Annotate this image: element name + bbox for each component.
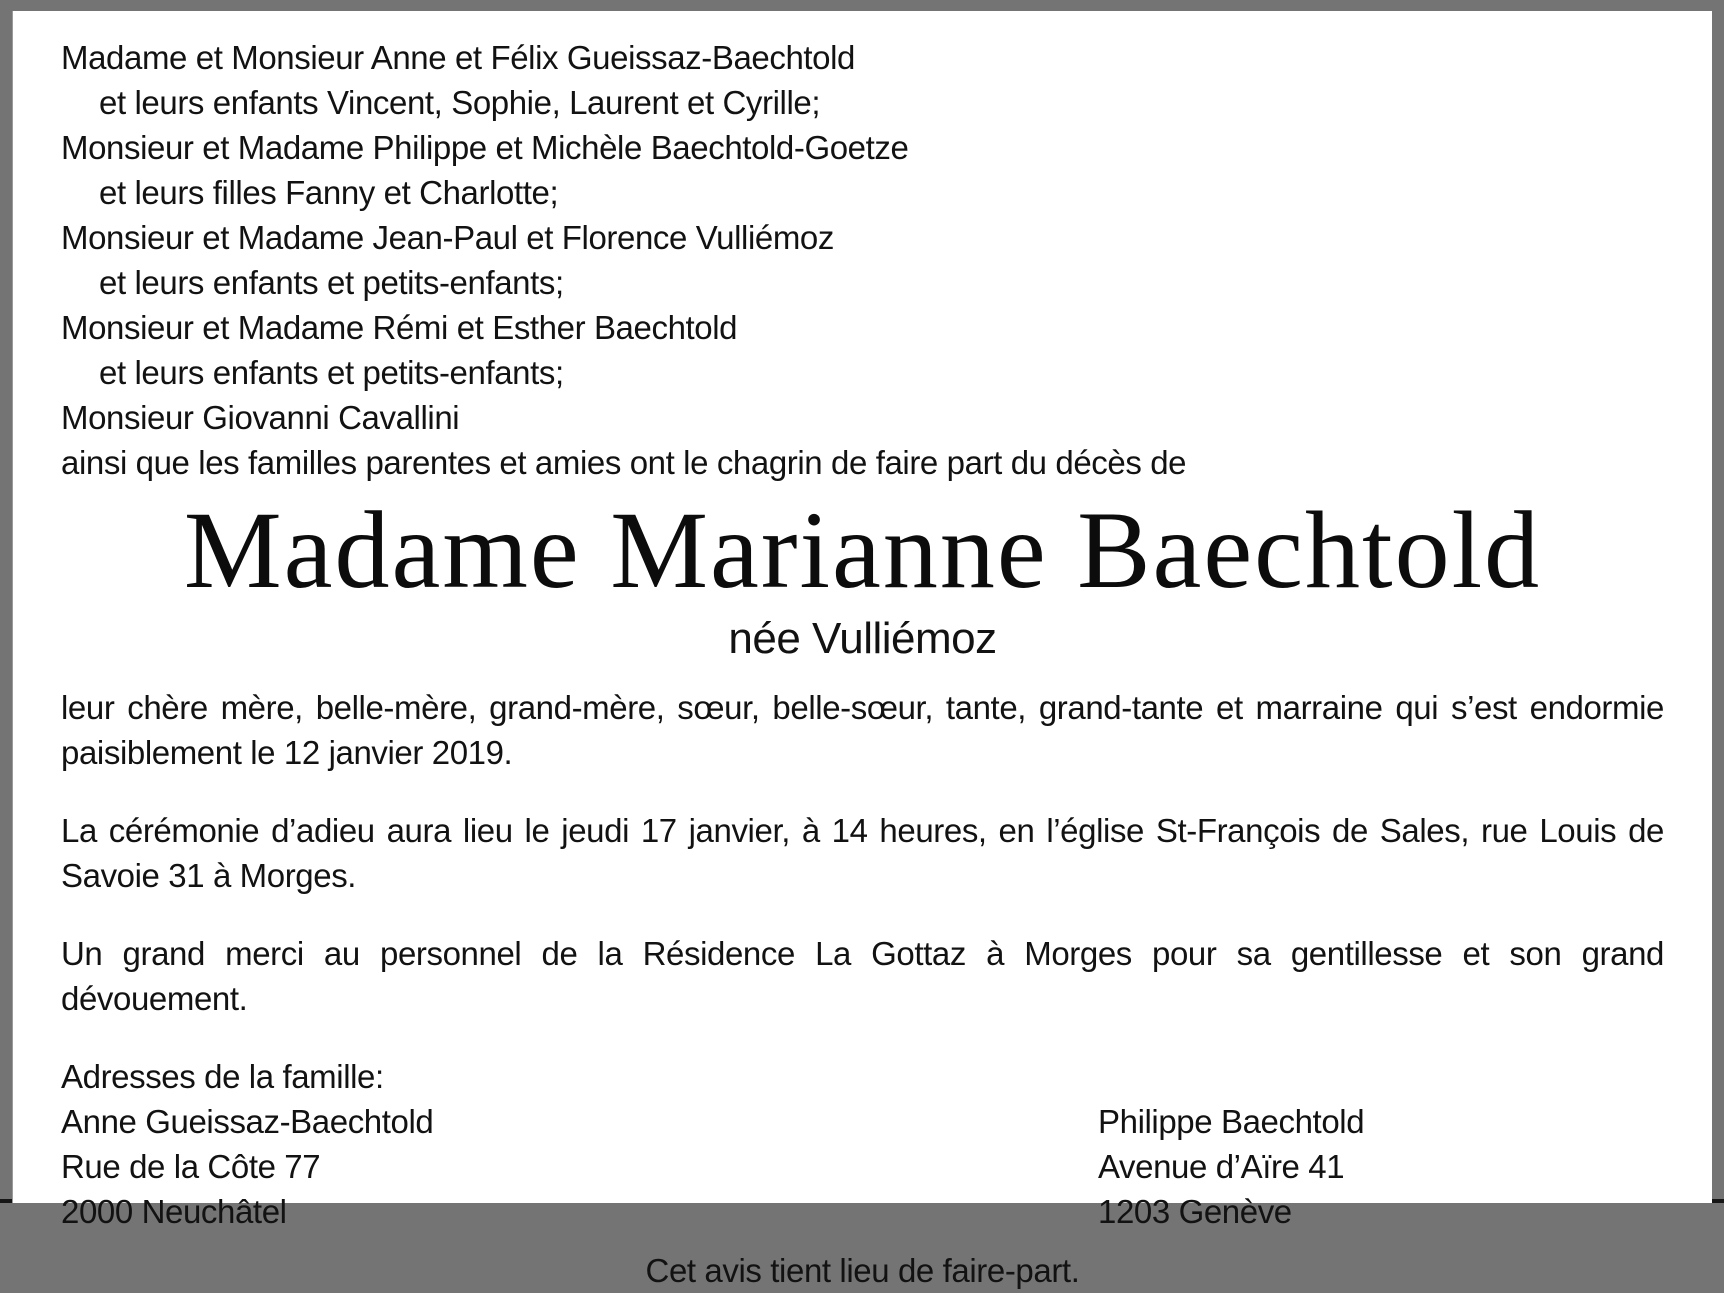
paragraph-ceremony: La cérémonie d’adieu aura lieu le jeudi 17 janvier, à 14 heures, en l’église St-François de Sales, rue Louis de Savoie 31 à Morges.	[61, 812, 1664, 894]
family-line: Monsieur et Madame Philippe et Michèle Baechtold-Goetze	[61, 129, 909, 166]
death-notice-page	[12, 11, 1712, 1289]
family-line: Monsieur et Madame Rémi et Esther Baechtold	[61, 309, 738, 346]
address-row	[61, 1144, 1664, 1189]
address-row	[61, 1099, 1664, 1144]
family-line: Madame et Monsieur Anne et Félix Gueissaz-Baechtold	[61, 39, 856, 76]
address-left-city: 2000 Neuchâtel	[61, 1193, 287, 1230]
deceased-name-title: Madame Marianne Baechtold	[183, 489, 1542, 611]
maiden-name-subtitle: née Vulliémoz	[728, 614, 997, 663]
family-line: et leurs enfants et petits-enfants;	[99, 264, 564, 301]
family-line: et leurs enfants et petits-enfants;	[99, 354, 564, 391]
family-lines-block	[61, 35, 1664, 485]
address-row	[61, 1189, 1664, 1234]
paragraph-relationship: leur chère mère, belle-mère, grand-mère, sœur, belle-sœur, tante, grand-tante et marraine qui s’est endormie paisiblement le 12 janvier 2019.	[61, 689, 1664, 771]
addresses-block	[61, 1054, 1664, 1234]
address-right-name: Philippe Baechtold	[1098, 1103, 1365, 1140]
family-line: et leurs enfants Vincent, Sophie, Laurent et Cyrille;	[99, 84, 821, 121]
faire-part-footer: Cet avis tient lieu de faire-part.	[645, 1252, 1080, 1289]
family-line: Monsieur Giovanni Cavallini	[61, 399, 460, 436]
addresses-heading: Adresses de la famille:	[61, 1058, 384, 1095]
family-line: Monsieur et Madame Jean-Paul et Florence Vulliémoz	[61, 219, 834, 256]
address-left-street: Rue de la Côte 77	[61, 1148, 321, 1185]
family-line: et leurs filles Fanny et Charlotte;	[99, 174, 559, 211]
address-right-street: Avenue d’Aïre 41	[1098, 1148, 1345, 1185]
address-left-name: Anne Gueissaz-Baechtold	[61, 1103, 434, 1140]
announcement-lead-line: ainsi que les familles parentes et amies ont le chagrin de faire part du décès de	[61, 444, 1187, 481]
address-right-city: 1203 Genève	[1098, 1193, 1292, 1230]
paragraph-thanks: Un grand merci au personnel de la Résidence La Gottaz à Morges pour sa gentillesse et son grand dévouement.	[61, 935, 1664, 1017]
